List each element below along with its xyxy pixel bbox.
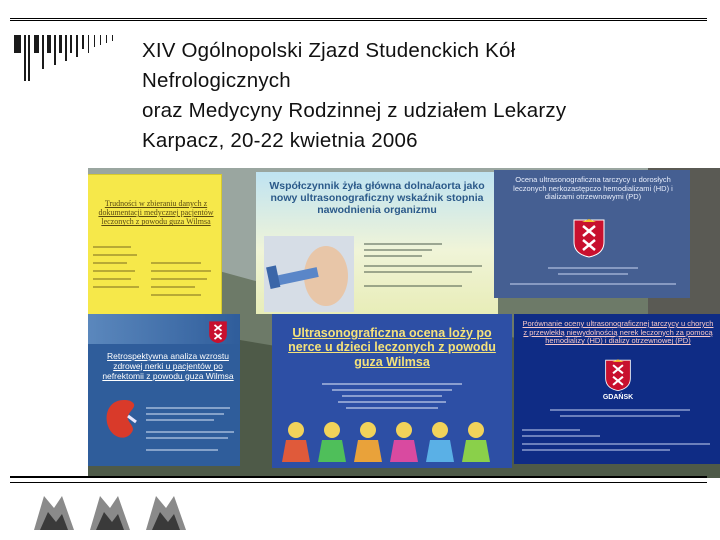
poster-text-lines-icon [520,406,716,460]
bottom-divider-thin [10,482,707,483]
title-line-2: Nefrologicznych [142,69,291,92]
poster-text-lines-icon [302,380,482,416]
poster-text-lines-icon [362,240,492,310]
poster-title: Ocena ultrasonograficzna tarczycy u dorosłych leczonych nerkozastępczo hemodializami (HD) i dializami otrzewnowymi (PD) [513,175,673,202]
poster-wilms-documentation [88,174,222,324]
poster-thyroid-dialysis [494,170,690,298]
title-line-4: Karpacz, 20-22 kwietnia 2006 [142,129,418,152]
poster-ivc-aorta-ratio [256,172,498,314]
poster-title: Retrospektywna analiza wzrostu zdrowej nerki u pacjentów po nefrektomii z powodu guza Wilmsa [102,351,234,381]
poster-title: Współczynnik żyła główna dolna/aorta jako nowy ultrasonograficzny wskaźnik stopnia nawodnienia organizmu [269,180,485,217]
poster-text-lines-icon [91,241,221,321]
kidney-icon [104,398,138,442]
gdansk-coat-of-arms-icon [604,358,632,392]
top-divider [10,18,707,21]
poster-title: Porównanie oceny ultrasonograficznej tarczycy u chorych z przewlekłą niewydolnością nerek leczonych za pomocą hemodializy (HD) i dializy otrzewnowej (PD) [522,319,714,346]
title-line-1: XIV Ogólnopolski Zjazd Studenckich Kół [142,39,516,62]
poster-text-lines-icon [144,404,238,460]
title-line-3: oraz Medycyny Rodzinnej z udziałem Lekarzy [142,99,567,122]
poster-renal-bed-ultrasound [272,314,512,468]
poster-kidney-growth [88,314,240,466]
poster-thyroid-hd-pd-comparison [514,314,720,464]
poster-text-lines-icon [508,264,678,294]
syringe-icon [264,236,354,312]
gdansk-coat-of-arms-icon [572,218,606,258]
conference-logos-icon [30,490,220,532]
gdansk-coat-of-arms-icon [208,320,228,344]
bottom-divider [10,476,707,478]
poster-collage [88,168,720,478]
poster-title: Ultrasonograficzna ocena loży po nerce u dzieci leczonych z powodu guza Wilmsa [288,326,496,369]
slide-title [142,36,712,156]
poster-title: Trudności w zbieraniu danych z dokumentacji medycznej pacjentów leczonych z powodu guza Wilmsa [98,199,214,227]
decorative-bars-icon [14,35,132,81]
poster-city-label: GDAŃSK [602,394,634,401]
children-drawing-icon [276,418,508,466]
